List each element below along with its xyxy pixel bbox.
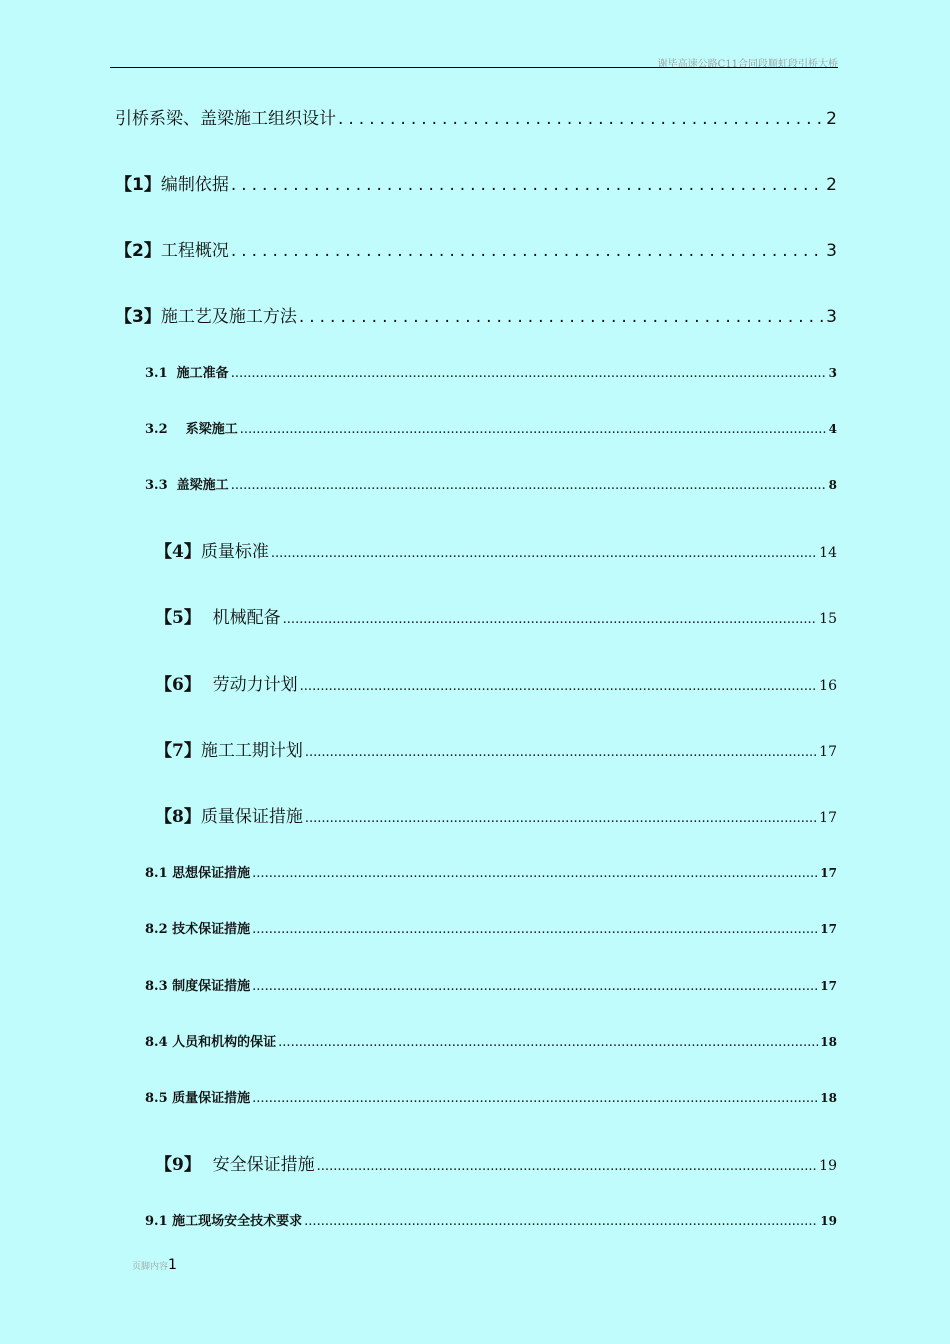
toc-leader xyxy=(240,422,827,437)
toc-leader xyxy=(252,866,818,881)
toc-number: 3.3 xyxy=(145,478,177,493)
toc-page: 19 xyxy=(819,1158,837,1174)
toc-entry[interactable] xyxy=(155,1150,837,1175)
toc-page: 4 xyxy=(828,422,837,436)
toc-leader xyxy=(300,679,818,694)
toc-title: 技术保证措施 xyxy=(172,922,251,937)
toc-page: 8 xyxy=(828,478,837,492)
toc-title: 质量保证措施 xyxy=(172,1091,251,1106)
toc-entry[interactable] xyxy=(145,1210,837,1229)
toc-entry[interactable] xyxy=(115,236,837,261)
toc-leader xyxy=(299,307,824,327)
toc-number: 9.1 xyxy=(145,1214,173,1229)
toc-entry[interactable] xyxy=(145,918,837,937)
toc-title: 质量保证措施 xyxy=(200,807,303,827)
toc-title: 引桥系梁、盖梁施工组织设计 xyxy=(115,109,336,129)
toc-page: 16 xyxy=(819,678,837,694)
header-divider xyxy=(110,67,838,68)
toc-leader xyxy=(278,1035,818,1050)
toc-leader xyxy=(231,366,827,381)
toc-number: 【7】 xyxy=(155,741,201,761)
toc-title: 工程概况 xyxy=(160,241,229,261)
toc-leader xyxy=(317,1159,818,1174)
toc-leader xyxy=(252,1091,818,1106)
toc-number: 【6】 xyxy=(155,675,213,695)
toc-title: 系梁施工 xyxy=(185,422,238,437)
toc-leader xyxy=(283,612,818,627)
toc-leader xyxy=(252,979,818,994)
toc-entry[interactable] xyxy=(155,802,837,827)
toc-title: 编制依据 xyxy=(160,175,229,195)
toc-page: 17 xyxy=(820,979,837,993)
toc-leader xyxy=(338,109,824,129)
toc-leader xyxy=(252,922,818,937)
toc-number: 【5】 xyxy=(155,608,213,628)
toc-page: 3 xyxy=(826,241,837,261)
toc-page: 3 xyxy=(828,366,837,380)
toc-number: 8.1 xyxy=(145,866,173,881)
toc-page: 19 xyxy=(820,1214,837,1228)
toc-title: 施工艺及施工方法 xyxy=(160,307,297,327)
toc-entry[interactable] xyxy=(155,736,837,761)
toc-page: 18 xyxy=(820,1035,837,1049)
toc-number: 8.4 xyxy=(145,1035,173,1050)
toc-number: 3.2 xyxy=(145,422,186,437)
toc-number: 【2】 xyxy=(115,241,161,261)
toc-entry[interactable] xyxy=(115,104,837,129)
toc-number: 【3】 xyxy=(115,307,161,327)
toc-leader xyxy=(271,546,817,561)
toc-title: 制度保证措施 xyxy=(172,979,251,994)
footer-label: 页脚内容 xyxy=(132,1262,169,1272)
toc-title: 质量标准 xyxy=(200,542,269,562)
toc-title: 施工工期计划 xyxy=(200,741,303,761)
toc-leader xyxy=(305,811,817,826)
toc-entry[interactable] xyxy=(155,537,837,562)
toc-leader xyxy=(231,478,827,493)
toc-page: 17 xyxy=(819,810,837,826)
toc-number: 8.2 xyxy=(145,922,173,937)
toc-entry[interactable] xyxy=(115,302,837,327)
toc-entry[interactable] xyxy=(145,1087,837,1106)
toc-page: 17 xyxy=(819,744,837,760)
toc-title: 思想保证措施 xyxy=(172,866,251,881)
toc-entry[interactable] xyxy=(115,170,837,195)
toc-number: 【1】 xyxy=(115,175,161,195)
toc-number: 8.3 xyxy=(145,979,173,994)
toc-page: 2 xyxy=(826,175,837,195)
toc-leader xyxy=(231,175,824,195)
toc-leader xyxy=(304,1214,818,1229)
toc-entry[interactable] xyxy=(145,418,837,437)
toc-number: 【4】 xyxy=(155,542,201,562)
toc-number: 8.5 xyxy=(145,1091,173,1106)
toc-page: 2 xyxy=(826,109,837,129)
toc-leader xyxy=(305,745,817,760)
toc-leader xyxy=(231,241,824,261)
footer-page-number: 1 xyxy=(168,1257,177,1273)
toc-page: 15 xyxy=(819,611,837,627)
toc-page: 18 xyxy=(820,1091,837,1105)
toc-page: 14 xyxy=(819,545,837,561)
toc-title: 人员和机构的保证 xyxy=(172,1035,277,1050)
toc-entry[interactable] xyxy=(145,1031,837,1050)
toc-entry[interactable] xyxy=(145,862,837,881)
toc-number: 【8】 xyxy=(155,807,201,827)
header-text: 谢毕高速公路C11合同段顺虹段引桥大桥 xyxy=(657,59,838,70)
toc-page: 17 xyxy=(820,866,837,880)
toc-title: 安全保证措施 xyxy=(212,1155,315,1175)
toc-number: 【9】 xyxy=(155,1155,213,1175)
toc-entry[interactable] xyxy=(145,474,837,493)
toc-entry[interactable] xyxy=(155,603,837,628)
toc-entry[interactable] xyxy=(145,975,837,994)
toc-title: 劳动力计划 xyxy=(212,675,298,695)
toc-page: 17 xyxy=(820,922,837,936)
toc-title: 盖梁施工 xyxy=(176,478,229,493)
toc-title: 施工现场安全技术要求 xyxy=(172,1214,303,1229)
toc-title: 机械配备 xyxy=(212,608,281,628)
toc-title: 施工准备 xyxy=(176,366,229,381)
toc-entry[interactable] xyxy=(155,670,837,695)
page-footer xyxy=(132,1257,177,1273)
toc-number: 3.1 xyxy=(145,366,177,381)
toc-page: 3 xyxy=(826,307,837,327)
toc-entry[interactable] xyxy=(145,362,837,381)
